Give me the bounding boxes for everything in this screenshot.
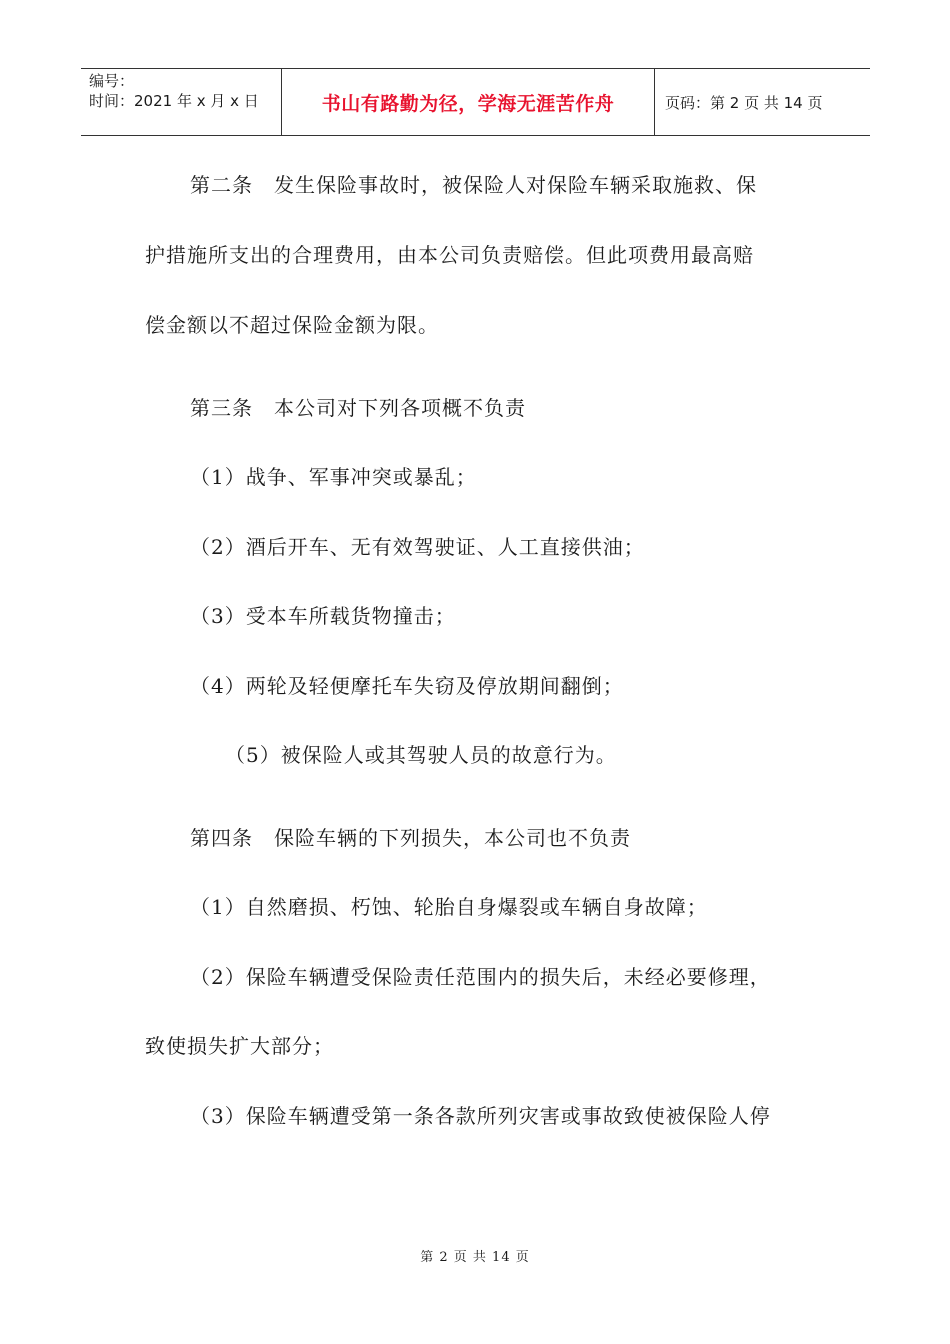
article-4-heading: 第四条 保险车辆的下列损失，本公司也不负责 bbox=[190, 826, 631, 850]
header-page-cell bbox=[655, 69, 870, 135]
article-3-item-4: （4）两轮及轻便摩托车失窃及停放期间翻倒； bbox=[190, 674, 624, 698]
article-2-line-1: 第二条 发生保险事故时，被保险人对保险车辆采取施救、保 bbox=[190, 173, 757, 197]
header-page-number: 页码：第 2 页 共 14 页 bbox=[665, 93, 823, 112]
article-4-item-1: （1）自然磨损、朽蚀、轮胎自身爆裂或车辆自身故障； bbox=[190, 895, 708, 919]
header-motto: 书山有路勤为径，学海无涯苦作舟 bbox=[321, 92, 615, 115]
header-meta bbox=[81, 69, 281, 135]
document-number-label: 编号： bbox=[89, 72, 135, 90]
article-4-item-2-line-2: 致使损失扩大部分； bbox=[145, 1034, 334, 1058]
article-4-item-2-line-1: （2）保险车辆遭受保险责任范围内的损失后，未经必要修理， bbox=[190, 965, 771, 989]
article-3-item-1: （1）战争、军事冲突或暴乱； bbox=[190, 465, 477, 489]
article-4-item-3-line-1: （3）保险车辆遭受第一条各款所列灾害或事故致使被保险人停 bbox=[190, 1104, 771, 1128]
document-date-label: 时间：2021 年 x 月 x 日 bbox=[89, 92, 259, 110]
article-3-item-5: （5）被保险人或其驾驶人员的故意行为。 bbox=[225, 743, 617, 767]
header-motto-cell bbox=[281, 69, 655, 135]
article-3-heading: 第三条 本公司对下列各项概不负责 bbox=[190, 396, 526, 420]
article-2-line-2: 护措施所支出的合理费用，由本公司负责赔偿。但此项费用最高赔 bbox=[145, 243, 754, 267]
article-3-item-3: （3）受本车所载货物撞击； bbox=[190, 604, 456, 628]
article-3-item-2: （2）酒后开车、无有效驾驶证、人工直接供油； bbox=[190, 535, 645, 559]
page-footer: 第 2 页 共 14 页 bbox=[420, 1250, 530, 1265]
page-header bbox=[81, 68, 870, 136]
article-2-line-3: 偿金额以不超过保险金额为限。 bbox=[145, 313, 439, 337]
